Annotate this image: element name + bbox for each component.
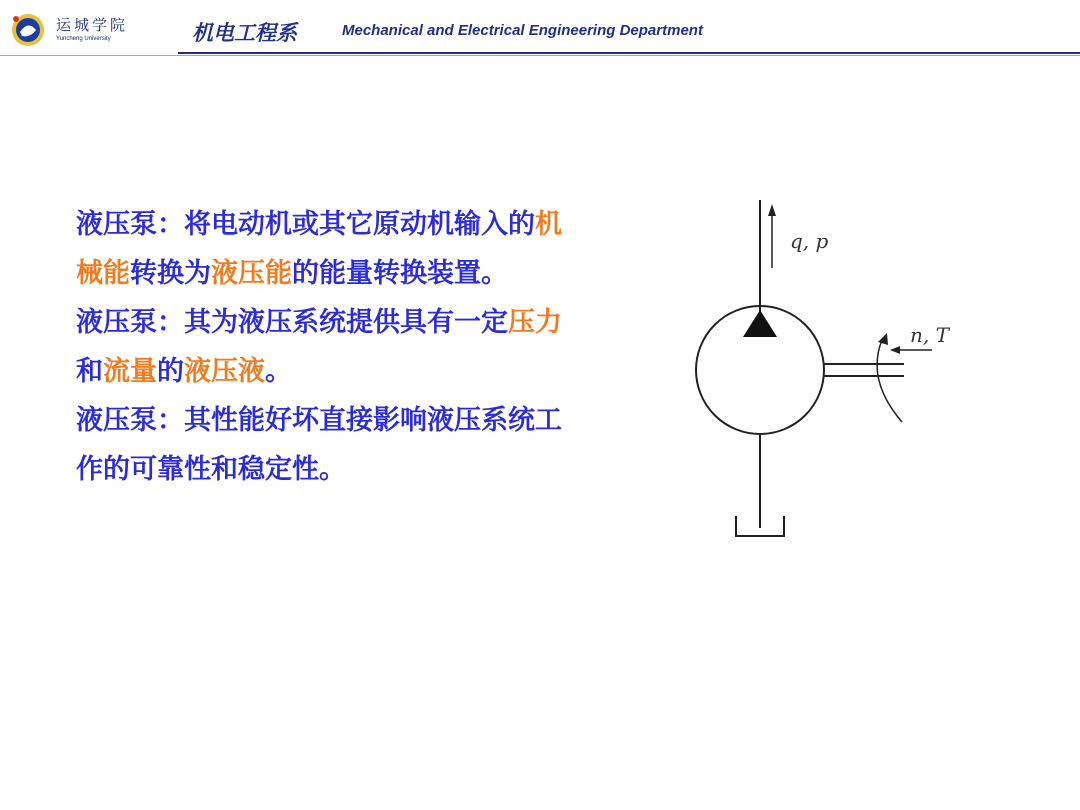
highlight-term: 流量 [103,356,157,387]
highlight-term: 压力 [508,307,562,338]
hydraulic-pump-symbol [680,190,980,550]
paragraph-2 [76,298,586,396]
output-label: q, p [790,229,829,253]
paragraph-label: 液压泵： [76,307,184,338]
rotation-arrowhead [878,333,888,345]
torque-arrowhead [890,346,900,354]
paragraph-3 [76,396,586,494]
department-title-cn: 机电工程系 [192,21,297,45]
highlight-term: 液压液 [184,356,265,387]
text-segment: 其为液压系统提供具有一定 [184,307,508,338]
header-divider [178,52,1080,54]
pump-direction-triangle [743,310,777,337]
text-segment: 的能量转换装置。 [292,258,508,289]
text-segment: 。 [265,356,292,387]
department-title-en: Mechanical and Electrical Engineering Department [342,22,703,39]
paragraph-label: 液压泵： [76,405,184,436]
highlight-term: 液压能 [211,258,292,289]
input-label: n, T [910,323,949,347]
text-segment: 其性能好坏直接影响液压系统工作的可靠性和稳定性。 [76,405,562,485]
flow-arrowhead [768,204,776,216]
university-emblem-icon [10,12,46,48]
header [0,0,1080,58]
text-segment: 将电动机或其它原动机输入的 [184,209,535,240]
logo-english-name: Yuncheng University [56,36,111,42]
header-divider-thin [0,55,1080,56]
university-logo [4,6,174,52]
highlight-term: 机械能 [76,209,562,289]
logo-chinese-name: 运城学院 [56,16,129,34]
paragraph-label: 液压泵： [76,209,184,240]
text-segment: 的 [157,356,184,387]
text-segment: 和 [76,356,103,387]
paragraph-1 [76,200,586,298]
body-text [76,200,586,494]
text-segment: 转换为 [130,258,211,289]
